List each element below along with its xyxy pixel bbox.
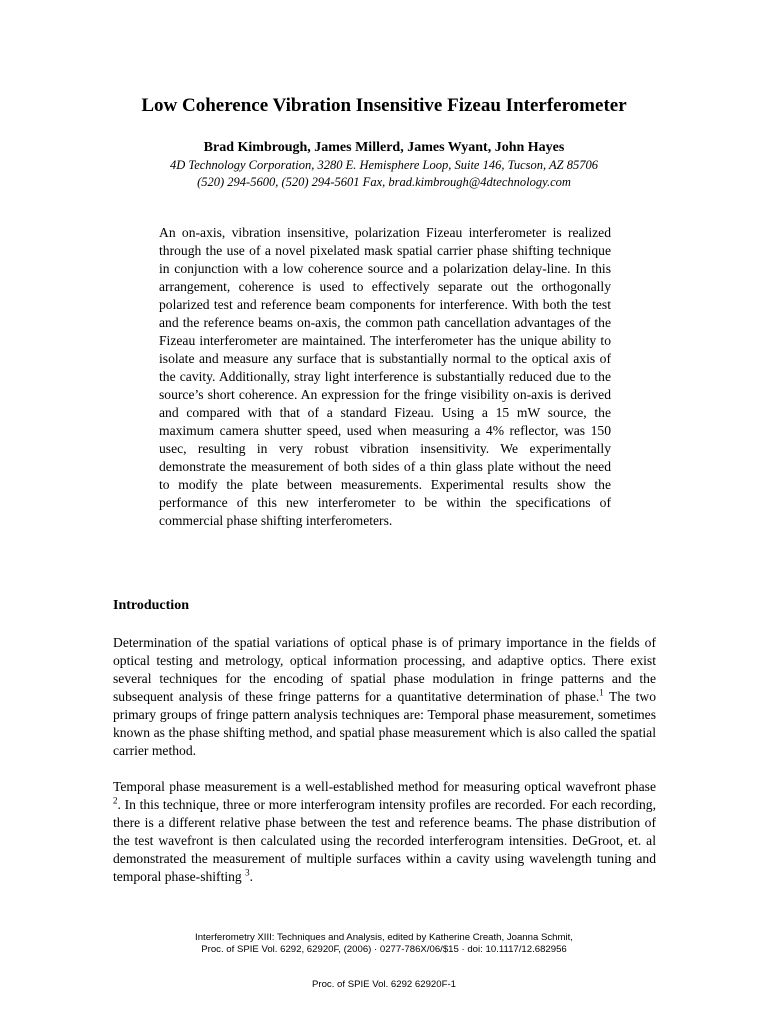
para1-text: Determination of the spatial variations of optical phase is of primary importance in the fields of optical testing and metrology, optical information processing, and adaptive optics. There exist several techniques for the encoding of spatial phase modulation in fringe patterns and the subsequent analysis of these fringe patterns for a quantitative determination of phase. bbox=[113, 635, 656, 704]
affiliation bbox=[0, 157, 768, 191]
para2-text: Temporal phase measurement is a well-established method for measuring optical wavefront phase bbox=[113, 779, 656, 794]
affiliation-address: 4D Technology Corporation, 3280 E. Hemisphere Loop, Suite 146, Tucson, AZ 85706 bbox=[169, 158, 598, 172]
citation-2: 2 bbox=[113, 795, 118, 806]
abstract: An on-axis, vibration insensitive, polarization Fizeau interferometer is realized through the use of a novel pixelated mask spatial carrier phase shifting technique in conjunction with a low coherence source and a polarization delay-line. In this arrangement, coherence is used to effectively separate out the orthogonally polarized test and reference beam components for interference. With both the test and the reference beams on-axis, the common path cancellation advantages of the Fizeau interferometer are maintained. The interferometer has the unique ability to isolate and measure any surface that is substantially normal to the optical axis of the cavity. Additionally, stray light interference is substantially reduced due to the source’s short coherence. An expression for the fringe visibility on-axis is derived and compared with that of a standard Fizeau. Using a 15 mW source, the maximum camera shutter speed, used when measuring a 4% reflector, was 150 usec, resulting in very robust vibration insensitivity. We experimentally demonstrate the measurement of both sides of a thin glass plate without the need to modify the plate between measurements. Experimental results show the performance of this new interferometer to be within the specifications of commercial phase shifting interferometers. bbox=[159, 225, 611, 528]
para2-end: . bbox=[249, 869, 254, 884]
page-label: Proc. of SPIE Vol. 6292 62920F-1 bbox=[312, 979, 456, 990]
citation-1: 1 bbox=[599, 687, 604, 698]
publication-footnote bbox=[0, 932, 768, 956]
citation-3: 3 bbox=[245, 867, 250, 878]
section-heading-introduction: Introduction bbox=[113, 598, 189, 613]
para1-continuation: The two primary groups of fringe pattern analysis techniques are: Temporal phase measurement, sometimes known as the phase shifting method, and spatial phase measurement which is also called the spatial carrier method. bbox=[113, 689, 657, 758]
intro-paragraph-2 bbox=[113, 778, 656, 886]
intro-paragraph-1 bbox=[113, 634, 656, 760]
paper-title: Low Coherence Vibration Insensitive Fizeau Interferometer bbox=[141, 95, 627, 116]
footnote-line-2: Proc. of SPIE Vol. 6292, 62920F, (2006) · 0277-786X/06/$15 · doi: 10.1117/12.682956 bbox=[201, 944, 567, 955]
affiliation-contact: (520) 294-5600, (520) 294-5601 Fax, brad.kimbrough@4dtechnology.com bbox=[197, 175, 571, 189]
para2-continuation: . In this technique, three or more interferogram intensity profiles are recorded. For each recording, there is a different relative phase between the test and reference beams. The phase distribution of the test wavefront is then calculated using the recorded interferogram intensities. DeGroot, et. al demonstrated the measurement of multiple surfaces within a cavity using wavelength tuning and temporal phase-shifting bbox=[113, 797, 656, 884]
footnote-line-1: Interferometry XIII: Techniques and Analysis, edited by Katherine Creath, Joanna Schmit, bbox=[195, 932, 573, 943]
author-list: Brad Kimbrough, James Millerd, James Wyant, John Hayes bbox=[203, 140, 565, 155]
